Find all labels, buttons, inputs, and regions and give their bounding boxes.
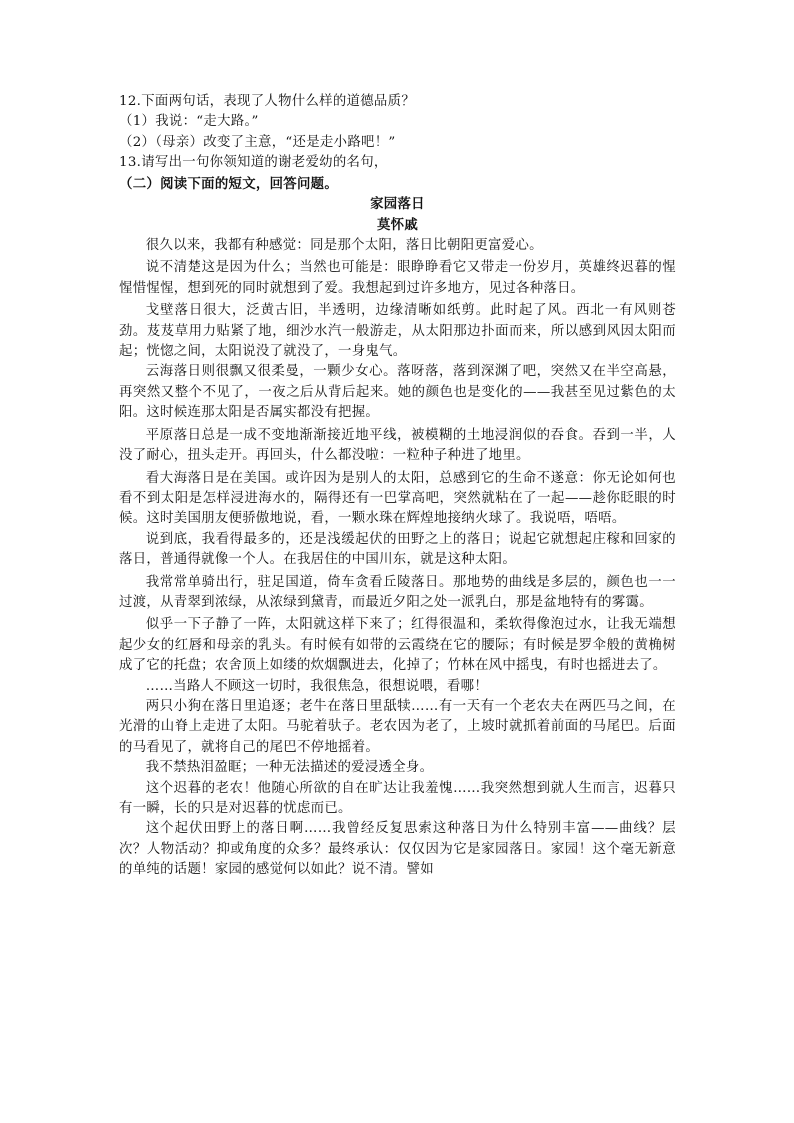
paragraph-13: 这个迟暮的老农！他随心所欲的自在旷达让我羞愧……我突然想到就人生而言，迟暮只有一瞬，长的只是对迟暮的忧虑而已。 — [119, 780, 676, 816]
paragraph-6: 看大海落日是在美国。或许因为是别人的太阳，总感到它的生命不遂意：你无论如何也看不到太阳是怎样浸进海水的，隔得还有一巴掌高吧，突然就粘在了一起——趁你眨眼的时候。这时美国朋友便骄傲地说，看，一颗水珠在辉煌地接纳火球了。我说唔，唔唔。 — [119, 470, 676, 527]
paragraph-1: 很久以来，我都有种感觉：同是那个太阳，落日比朝阳更富爱心。 — [145, 238, 543, 254]
paragraph-12: 我不禁热泪盈眶；一种无法描述的爱浸透全身。 — [145, 760, 434, 776]
paragraph-8: 我常常单骑出行，驻足国道，倚车贪看丘陵落日。那地势的曲线是多层的，颜色也一一过渡，从青翠到浓绿，从浓绿到黛青，而最近夕阳之处一派乳白，那是盆地特有的雾霭。 — [119, 574, 676, 610]
article-author: 莫怀戚 — [376, 217, 419, 234]
document-page — [119, 92, 676, 881]
question-12: 12.下面两句话，表现了人物什么样的道德品质？ — [119, 94, 416, 109]
article-title: 家园落日 — [370, 196, 425, 213]
paragraph-3: 戈壁落日很大，泛黄古旧，半透明，边缘清晰如纸剪。此时起了风。西北一有风则苍劲。芨芨草用力贴紧了地，细沙水汽一般游走，从太阳那边扑面而来，所以感到风因太阳而起；恍惚之间，太阳说没了就没了，一身鬼气。 — [119, 303, 676, 360]
paragraph-2: 说不清楚这是因为什么；当然也可能是：眼睁睁看它又带走一份岁月，英雄终迟暮的惺惺惜惺惺，想到死的同时就想到了爱。我想起到过许多地方，见过各种落日。 — [119, 260, 676, 296]
paragraph-14: 这个起伏田野上的落日啊……我曾经反复思索这种落日为什么特别丰富——曲线？层次？人物活动？抑或角度的众多？最终承认：仅仅因为它是家园落日。家园！这个毫无新意的单纯的话题！家园的感觉何以如此？说不清。譬如 — [119, 821, 676, 878]
question-12-item-1: （1）我说：“走大路。” — [119, 114, 259, 130]
question-13: 13.请写出一句你领知道的谢老爱幼的名句， — [119, 155, 388, 171]
section-heading: （二）阅读下面的短文，回答问题。 — [119, 175, 339, 192]
paragraph-10: ……当路人不顾这一切时，我很焦急，很想说喂，看哪！ — [145, 678, 489, 694]
question-12-item-2: （2）（母亲）改变了主意，“还是走小路吧！” — [119, 134, 396, 150]
paragraph-9: 似乎一下子静了一阵，太阳就这样下来了；红得很温和，柔软得像泡过水，让我无端想起少女的红唇和母亲的乳头。有时候有如带的云霞绕在它的腰际；有时候是罗伞般的黄桷树成了它的托盘；农舍顶上如缕的炊烟飘进去，化掉了；竹林在风中摇曳，有时也摇进去了。 — [119, 617, 676, 674]
paragraph-4: 云海落日则很飘又很柔曼，一颗少女心。落呀落，落到深渊了吧，突然又在半空高悬，再突然又整个不见了，一夜之后从背后起来。她的颜色也是变化的——我甚至见过紫色的太阳。这时候连那太阳是否属实都没有把握。 — [119, 364, 676, 421]
paragraph-7: 说到底，我看得最多的，还是浅缓起伏的田野之上的落日；说起它就想起庄稼和回家的落日，普通得就像一个人。在我居住的中国川东，就是这种太阳。 — [119, 531, 676, 568]
paragraph-5: 平原落日总是一成不变地渐渐接近地平线，被模糊的土地浸润似的吞食。吞到一半，人没了耐心，扭头走开。再回头，什么都没啦：一粒种子种进了地里。 — [119, 427, 676, 464]
paragraph-11: 两只小狗在落日里追逐；老牛在落日里舐犊……有一天有一个老农夫在两匹马之间，在光滑的山脊上走进了太阳。马驼着驮子。老农因为老了，上坡时就抓着前面的马尾巴。后面的马看见了，就将自己的尾巴不停地摇着。 — [119, 698, 676, 755]
